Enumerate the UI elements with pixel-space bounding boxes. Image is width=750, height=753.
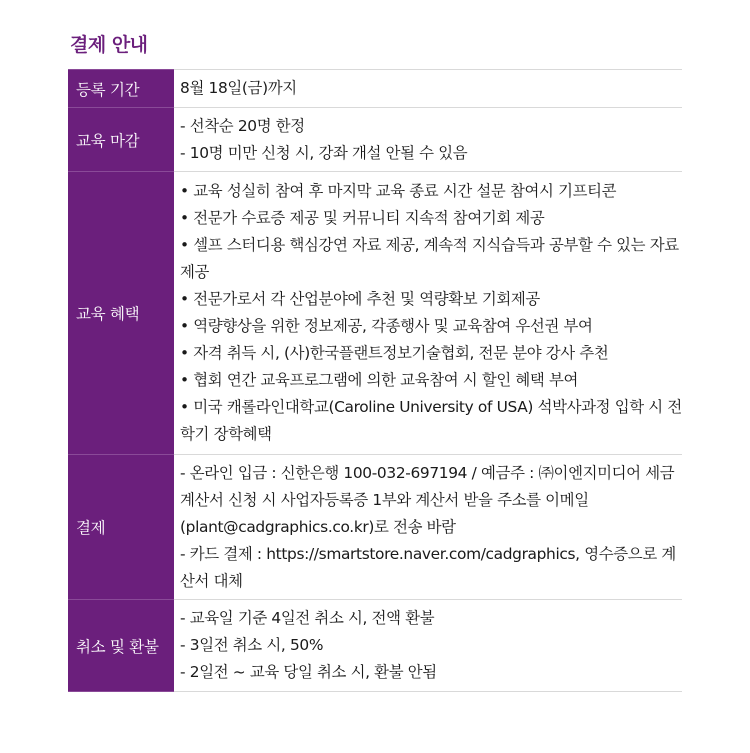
row-registration-period xyxy=(68,70,682,108)
row-course-deadline xyxy=(68,108,682,172)
row-label: 등록 기간 xyxy=(68,70,174,108)
list-item: - 2일전 ~ 교육 당일 취소 시, 환불 안됨 xyxy=(180,663,437,681)
list-item: • 셀프 스터디용 핵심강연 자료 제공, 계속적 지식습득과 공부할 수 있는 자료 제공 xyxy=(180,236,679,281)
list-item: • 협회 연간 교육프로그램에 의한 교육참여 시 할인 혜택 부여 xyxy=(180,371,579,389)
list-item: - 10명 미만 신청 시, 강좌 개설 안될 수 있음 xyxy=(180,143,468,162)
row-course-benefits xyxy=(68,172,682,455)
payment-info-table xyxy=(68,69,682,692)
list-item: - 3일전 취소 시, 50% xyxy=(180,636,324,654)
row-value xyxy=(174,108,682,172)
row-value xyxy=(174,600,682,692)
row-value xyxy=(174,172,682,455)
row-value xyxy=(174,455,682,600)
list-item: - 선착순 20명 한정 xyxy=(180,116,305,135)
list-item: • 자격 취득 시, (사)한국플랜트정보기술협회, 전문 분야 강사 추천 xyxy=(180,344,609,362)
list-item: • 미국 캐롤라인대학교(Caroline University of USA) 석박사과정 입학 시 전학기 장학혜택 xyxy=(180,398,682,443)
list-item: • 교육 성실히 참여 후 마지막 교육 종료 시간 설문 참여시 기프티콘 xyxy=(180,182,617,200)
payment-card: - 카드 결제 : https://smartstore.naver.com/cadgraphics, 영수증으로 계산서 대체 xyxy=(180,544,676,590)
row-label: 교육 혜택 xyxy=(68,172,174,455)
period-text: 8월 18일(금)까지 xyxy=(180,79,297,97)
list-item: • 전문가로서 각 산업분야에 추천 및 역량확보 기회제공 xyxy=(180,290,540,308)
row-label: 결제 xyxy=(68,455,174,600)
row-payment xyxy=(68,455,682,600)
payment-bank-transfer: - 온라인 입금 : 신한은행 100-032-697194 / 예금주 : ㈜이엔지미디어 세금계산서 신청 시 사업자등록증 1부와 계산서 받을 주소를 이메일(plant@cadgraphics.co.kr)로 전송 바람 xyxy=(180,463,675,536)
row-value xyxy=(174,70,682,108)
row-label: 교육 마감 xyxy=(68,108,174,172)
page-title: 결제 안내 xyxy=(70,34,148,56)
row-label: 취소 및 환불 xyxy=(68,600,174,692)
row-cancel-refund xyxy=(68,600,682,692)
list-item: - 교육일 기준 4일전 취소 시, 전액 환불 xyxy=(180,609,435,627)
list-item: • 전문가 수료증 제공 및 커뮤니티 지속적 참여기회 제공 xyxy=(180,209,545,227)
list-item: • 역량향상을 위한 정보제공, 각종행사 및 교육참여 우선권 부여 xyxy=(180,317,593,335)
